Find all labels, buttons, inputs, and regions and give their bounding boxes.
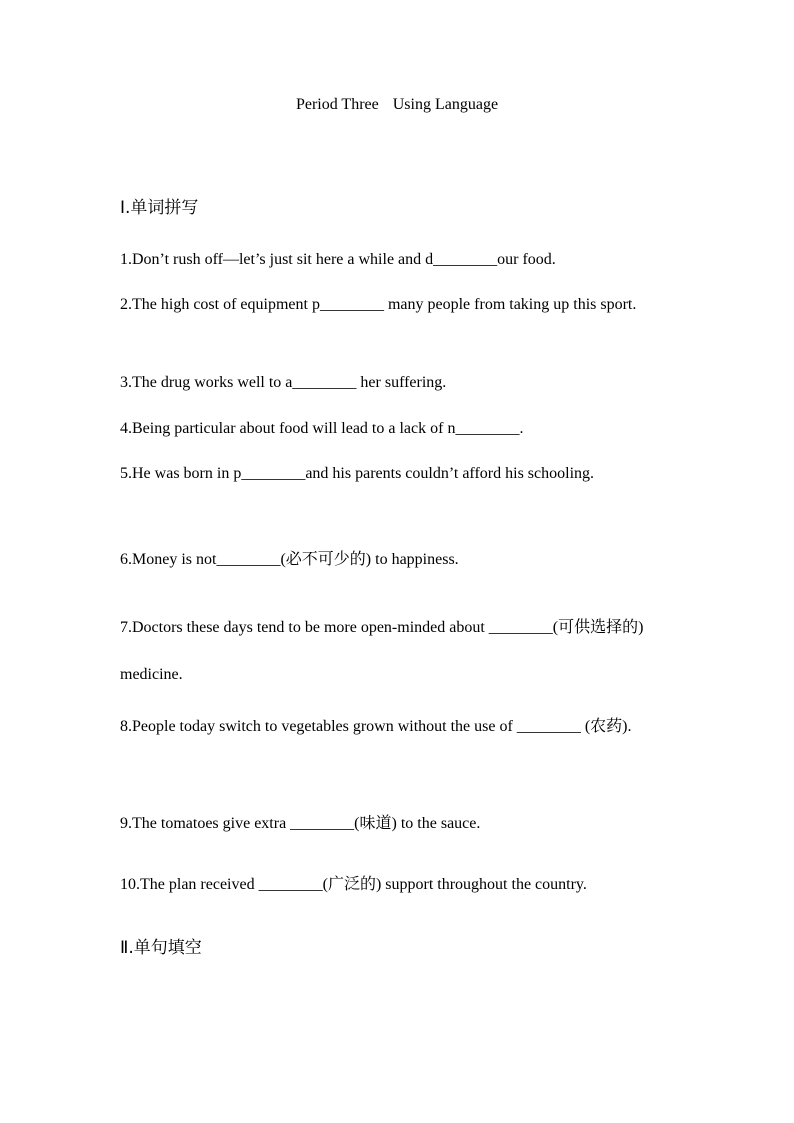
exercise-item-9 bbox=[120, 806, 680, 840]
exercise-item-7 bbox=[120, 603, 680, 698]
title-period: Period Three bbox=[295, 96, 379, 113]
section-heading-fill-in: Ⅱ.单句填空 bbox=[120, 938, 202, 958]
item-6-suffix: ) to happiness. bbox=[365, 551, 459, 568]
exercise-item-6 bbox=[120, 542, 680, 576]
exercise-item-3: 3.The drug works well to a________ her suffering. bbox=[120, 374, 447, 391]
item-7-hint: 可供选择的 bbox=[558, 617, 639, 636]
item-7-prefix: 7.Doctors these days tend to be more open-minded about ________( bbox=[120, 619, 559, 636]
exercise-item-10 bbox=[120, 867, 700, 901]
item-8-suffix: ). bbox=[622, 718, 632, 735]
item-10-hint: 广泛的 bbox=[327, 874, 376, 893]
item-8-prefix: 8.People today switch to vegetables grown without the use of ________ ( bbox=[120, 718, 591, 735]
page-title bbox=[0, 96, 794, 114]
exercise-item-5: 5.He was born in p________and his parents couldn’t afford his schooling. bbox=[120, 465, 595, 482]
item-6-prefix: 6.Money is not________( bbox=[120, 551, 286, 568]
item-9-hint: 味道 bbox=[359, 813, 392, 832]
exercise-item-2: 2.The high cost of equipment p________ many people from taking up this sport. bbox=[120, 296, 637, 313]
section-heading-spelling: Ⅰ.单词拼写 bbox=[120, 198, 199, 218]
title-topic: Using Language bbox=[392, 96, 499, 113]
item-8-hint: 农药 bbox=[590, 716, 623, 735]
item-10-suffix: ) support throughout the country. bbox=[375, 876, 587, 893]
exercise-item-1: 1.Don’t rush off—let’s just sit here a while and d________our food. bbox=[120, 251, 556, 268]
item-9-suffix: ) to the sauce. bbox=[391, 815, 481, 832]
item-10-prefix: 10.The plan received ________( bbox=[120, 876, 328, 893]
item-9-prefix: 9.The tomatoes give extra ________( bbox=[120, 815, 360, 832]
exercise-item-8 bbox=[120, 706, 680, 746]
exercise-item-4: 4.Being particular about food will lead to a lack of n________. bbox=[120, 420, 524, 437]
item-6-hint: 必不可少的 bbox=[285, 549, 366, 568]
item-7-suffix: ) medicine. bbox=[120, 619, 644, 683]
